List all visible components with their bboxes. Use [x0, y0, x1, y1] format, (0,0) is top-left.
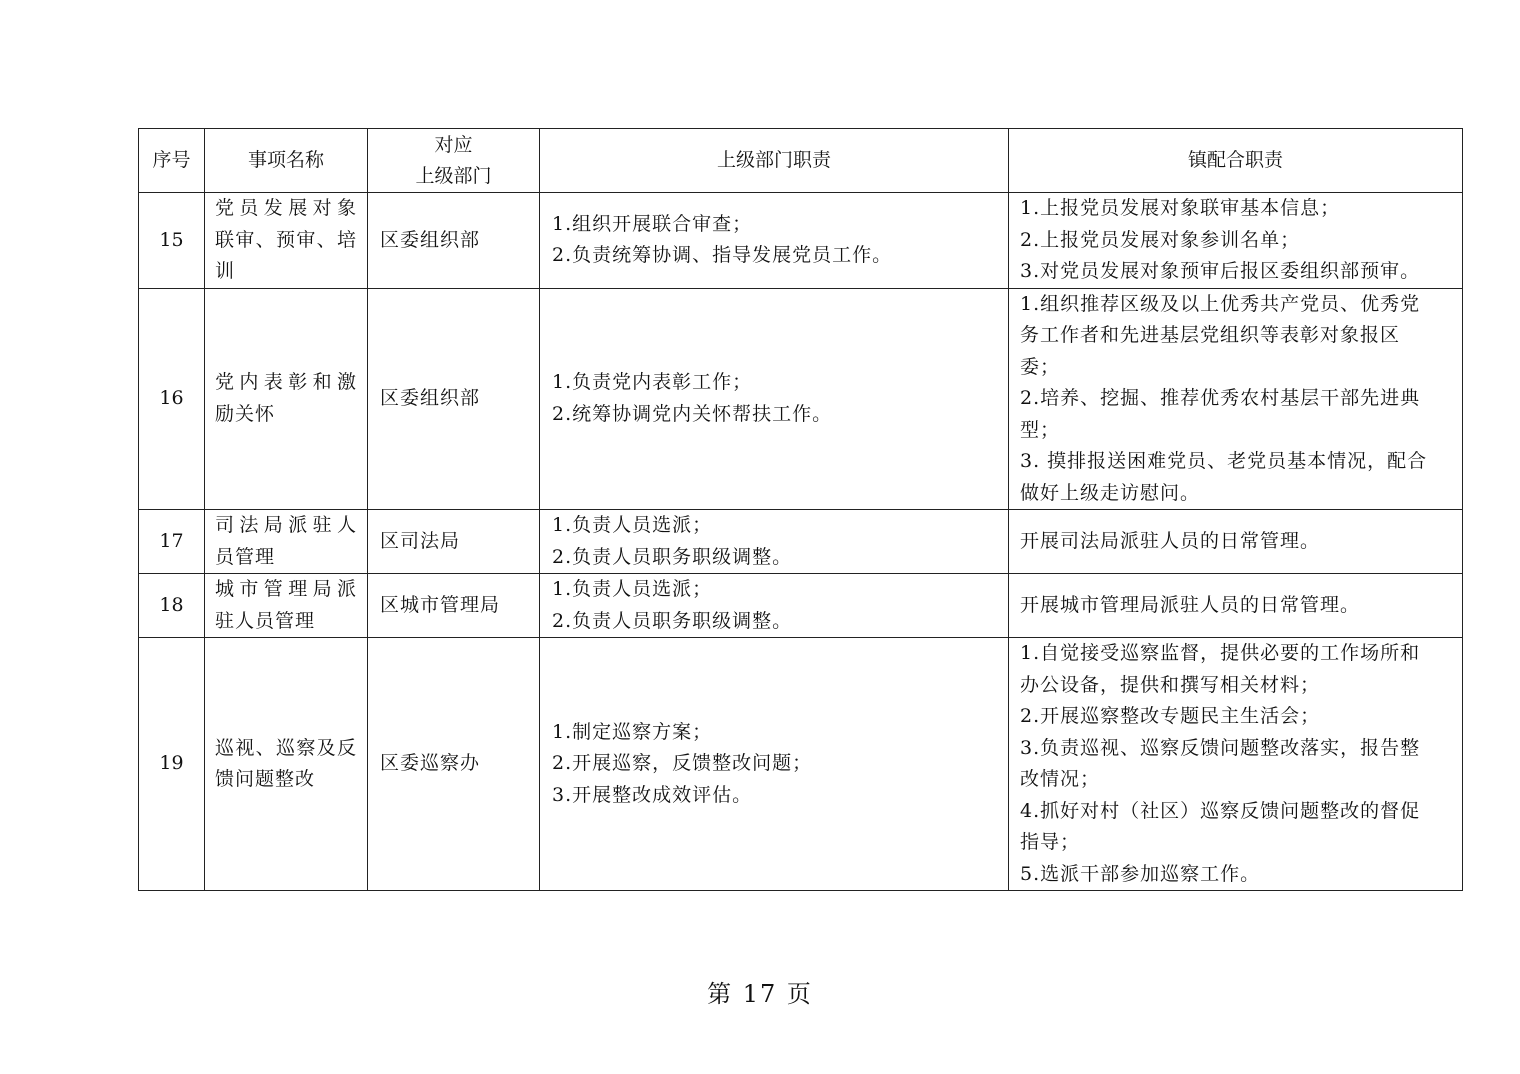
- row-town-responsibility-line: 指导；: [1020, 831, 1081, 853]
- row-serial-number: 15: [139, 193, 205, 289]
- row-item-name: [205, 638, 368, 891]
- row-serial-number: 19: [139, 638, 205, 891]
- row-upper-responsibility-line: 2.负责统筹协调、指导发展党员工作。: [552, 244, 893, 267]
- row-town-responsibility-line: 改情况；: [1020, 768, 1101, 790]
- table-row: [139, 288, 1463, 510]
- row-item-name-line: 司法局派驻人: [215, 514, 357, 536]
- row-item-name-line: 馈问题整改: [215, 768, 316, 790]
- row-town-responsibility-line: 2.上报党员发展对象参训名单；: [1020, 228, 1301, 251]
- header-dept-line-2: 上级部门: [415, 164, 492, 187]
- row-town-responsibility-line: 4.抓好对村（社区）巡察反馈问题整改的督促: [1020, 799, 1421, 822]
- row-upper-responsibility-line: 1.负责人员选派；: [552, 514, 713, 536]
- row-upper-responsibility-line: 1.负责人员选派；: [552, 578, 713, 600]
- row-serial-number: 16: [139, 288, 205, 510]
- row-upper-responsibility-line: 3.开展整改成效评估。: [552, 783, 753, 806]
- row-town-responsibility: [1009, 574, 1463, 638]
- row-item-name-line: 党内表彰和激: [215, 371, 357, 394]
- row-item-name-line: 党员发展对象: [215, 197, 357, 219]
- row-upper-responsibility: [540, 510, 1009, 574]
- row-town-responsibility-line: 3.对党员发展对象预审后报区委组织部预审。: [1020, 260, 1421, 282]
- row-item-name-line: 驻人员管理: [215, 609, 316, 632]
- row-town-responsibility-line: 务工作者和先进基层党组织等表彰对象报区: [1020, 324, 1401, 346]
- row-item-name: [205, 288, 368, 510]
- row-upper-responsibility: [540, 193, 1009, 289]
- row-upper-responsibility-line: 1.制定巡察方案；: [552, 720, 713, 743]
- row-upper-responsibility-line: 2.开展巡察，反馈整改问题；: [552, 752, 813, 775]
- row-town-responsibility-line: 1.自觉接受巡察监督，提供必要的工作场所和: [1020, 642, 1421, 664]
- table-row: [139, 638, 1463, 891]
- row-department: 区司法局: [368, 510, 540, 574]
- row-department: 区委组织部: [368, 288, 540, 510]
- row-upper-responsibility: [540, 638, 1009, 891]
- row-upper-responsibility-line: 2.负责人员职务职级调整。: [552, 545, 793, 568]
- header-town-responsibility: 镇配合职责: [1009, 129, 1463, 193]
- row-town-responsibility: [1009, 288, 1463, 510]
- row-department: 区委巡察办: [368, 638, 540, 891]
- row-town-responsibility: [1009, 510, 1463, 574]
- responsibility-table: [138, 128, 1463, 891]
- row-town-responsibility-line: 3. 摸排报送困难党员、老党员基本情况，配合: [1020, 450, 1428, 472]
- header-serial-number: 序号: [139, 129, 205, 193]
- row-upper-responsibility: [540, 574, 1009, 638]
- row-item-name-line: 巡视、巡察及反: [215, 736, 357, 759]
- table-row: [139, 574, 1463, 638]
- row-town-responsibility-line: 开展司法局派驻人员的日常管理。: [1020, 529, 1321, 552]
- row-department: 区委组织部: [368, 193, 540, 289]
- row-item-name-line: 联审、预审、培: [215, 228, 357, 251]
- row-town-responsibility-line: 做好上级走访慰问。: [1020, 481, 1201, 504]
- row-department: 区城市管理局: [368, 574, 540, 638]
- row-town-responsibility-line: 型；: [1020, 418, 1061, 441]
- row-town-responsibility-line: 1.上报党员发展对象联审基本信息；: [1020, 197, 1341, 219]
- row-upper-responsibility-line: 2.统筹协调党内关怀帮扶工作。: [552, 402, 833, 425]
- row-town-responsibility-line: 5.选派干部参加巡察工作。: [1020, 862, 1261, 885]
- row-item-name: [205, 574, 368, 638]
- row-town-responsibility-line: 委；: [1020, 355, 1061, 378]
- row-town-responsibility: [1009, 193, 1463, 289]
- row-town-responsibility-line: 开展城市管理局派驻人员的日常管理。: [1020, 593, 1361, 616]
- page-number: 第 17 页: [707, 980, 813, 1008]
- row-item-name: [205, 193, 368, 289]
- row-item-name-line: 城市管理局派: [215, 578, 357, 600]
- header-corresponding-department: [368, 129, 540, 193]
- row-item-name-line: 励关怀: [215, 402, 276, 425]
- row-town-responsibility-line: 2.开展巡察整改专题民主生活会；: [1020, 705, 1321, 727]
- row-upper-responsibility-line: 2.负责人员职务职级调整。: [552, 609, 793, 632]
- row-item-name: [205, 510, 368, 574]
- row-town-responsibility-line: 2.培养、挖掘、推荐优秀农村基层干部先进典: [1020, 387, 1421, 409]
- row-item-name-line: 训: [215, 260, 236, 282]
- row-upper-responsibility-line: 1.负责党内表彰工作；: [552, 371, 753, 394]
- table-body: [139, 193, 1463, 891]
- table-row: [139, 193, 1463, 289]
- header-upper-responsibility: 上级部门职责: [540, 129, 1009, 193]
- table-row: [139, 510, 1463, 574]
- row-item-name-line: 员管理: [215, 545, 276, 568]
- row-town-responsibility-line: 3.负责巡视、巡察反馈问题整改落实，报告整: [1020, 736, 1421, 759]
- row-town-responsibility-line: 1.组织推荐区级及以上优秀共产党员、优秀党: [1020, 292, 1421, 315]
- header-dept-line-1: 对应: [434, 133, 473, 156]
- row-upper-responsibility: [540, 288, 1009, 510]
- row-town-responsibility-line: 办公设备，提供和撰写相关材料；: [1020, 673, 1321, 696]
- row-upper-responsibility-line: 1.组织开展联合审查；: [552, 212, 753, 235]
- table-header-row: [139, 129, 1463, 193]
- row-serial-number: 17: [139, 510, 205, 574]
- row-town-responsibility: [1009, 638, 1463, 891]
- row-serial-number: 18: [139, 574, 205, 638]
- header-item-name: 事项名称: [205, 129, 368, 193]
